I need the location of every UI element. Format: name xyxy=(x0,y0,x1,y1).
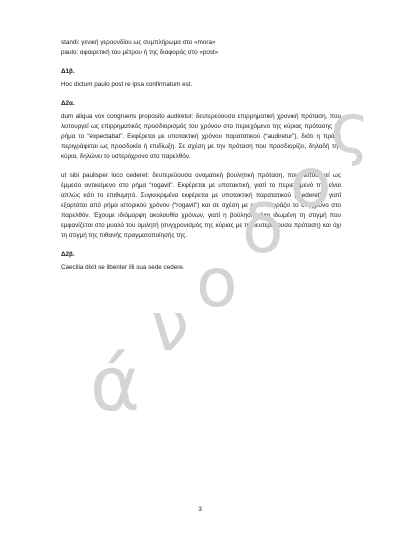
note-paulo: paulo: αφαιρετική του μέτρου ή της διαφοράς στο «post» xyxy=(61,49,219,56)
watermark-letter: ο xyxy=(290,144,332,223)
watermark-letter: ς xyxy=(330,90,370,169)
heading-d2a: Δ2α. xyxy=(61,100,75,107)
note-standi: standi: γενική γερουνδίου ως συμπλήρωμα στο «mora» xyxy=(61,39,216,46)
page-content xyxy=(61,38,341,273)
page-number: 3 xyxy=(198,506,202,513)
answer-d2b: Caecilia dixit se libenter illi sua sede cedere. xyxy=(61,264,185,271)
watermark-letter: δ xyxy=(242,190,284,269)
watermark-letter: ν xyxy=(151,288,189,367)
heading-d1b: Δ1β. xyxy=(61,68,75,75)
watermark-letter: ο xyxy=(196,244,238,323)
paragraph-dum-clause: dum aliqua vox congruens proposito audiretur: δευτερεύουσα επιρρηματική χρονική πρόταση, που λειτουργεί ως επιρρηματικός προσδιορισμός του χρόνου στο περιεχόμενο της κύριας πρότασης με ρήμα το “expectabat”. Εκφέρεται με υποτακτική χρόνου παρατατικού (“audiretur”), διότι η πράξη περιγράφεται ως προσδοκία ή επιδίωξη. Σε σχέση με την πρόταση που προσδιορίζει, δηλαδή την κύρια, δηλώνει το υστερόχρονο στο παρελθόν. xyxy=(61,113,341,160)
watermark-letter: ά xyxy=(90,339,141,428)
answer-d1b: Hoc dictum paulo post re ipsa confirmatum est. xyxy=(61,81,193,88)
heading-d2b: Δ2β. xyxy=(61,251,75,258)
paragraph-ut-clause: ut sibi paulisper loco cederet: δευτερεύουσα ονοματική βουλητική πρόταση, που λειτουργεί ως έμμεσο αντικείμενο στο ρήμα “rogavit”. Εκφέρεται με υποτακτική, γιατί το περιεχόμενό της είναι απλώς κάτι το επιθυμητό. Συγκεκριμένα εκφέρεται με υποτακτική παρατατικού (“cederet”), γιατί εξαρτάται από ρήμα ιστορικού χρόνου (“rogavit”) και σε σχέση με αυτό εκφράζει το σύγχρονο στο παρελθόν. Έχουμε ιδιόμορφη ακολουθία χρόνων, γιατί η βούληση είναι ιδωμένη τη στιγμή που εμφανίζεται στο μυαλό του ομιλητή (συγχρονισμός της κύριας με τη δευτερεύουσα πρόταση) και όχι τη στιγμή της πιθανής πραγματοποίησής της. xyxy=(61,172,341,239)
